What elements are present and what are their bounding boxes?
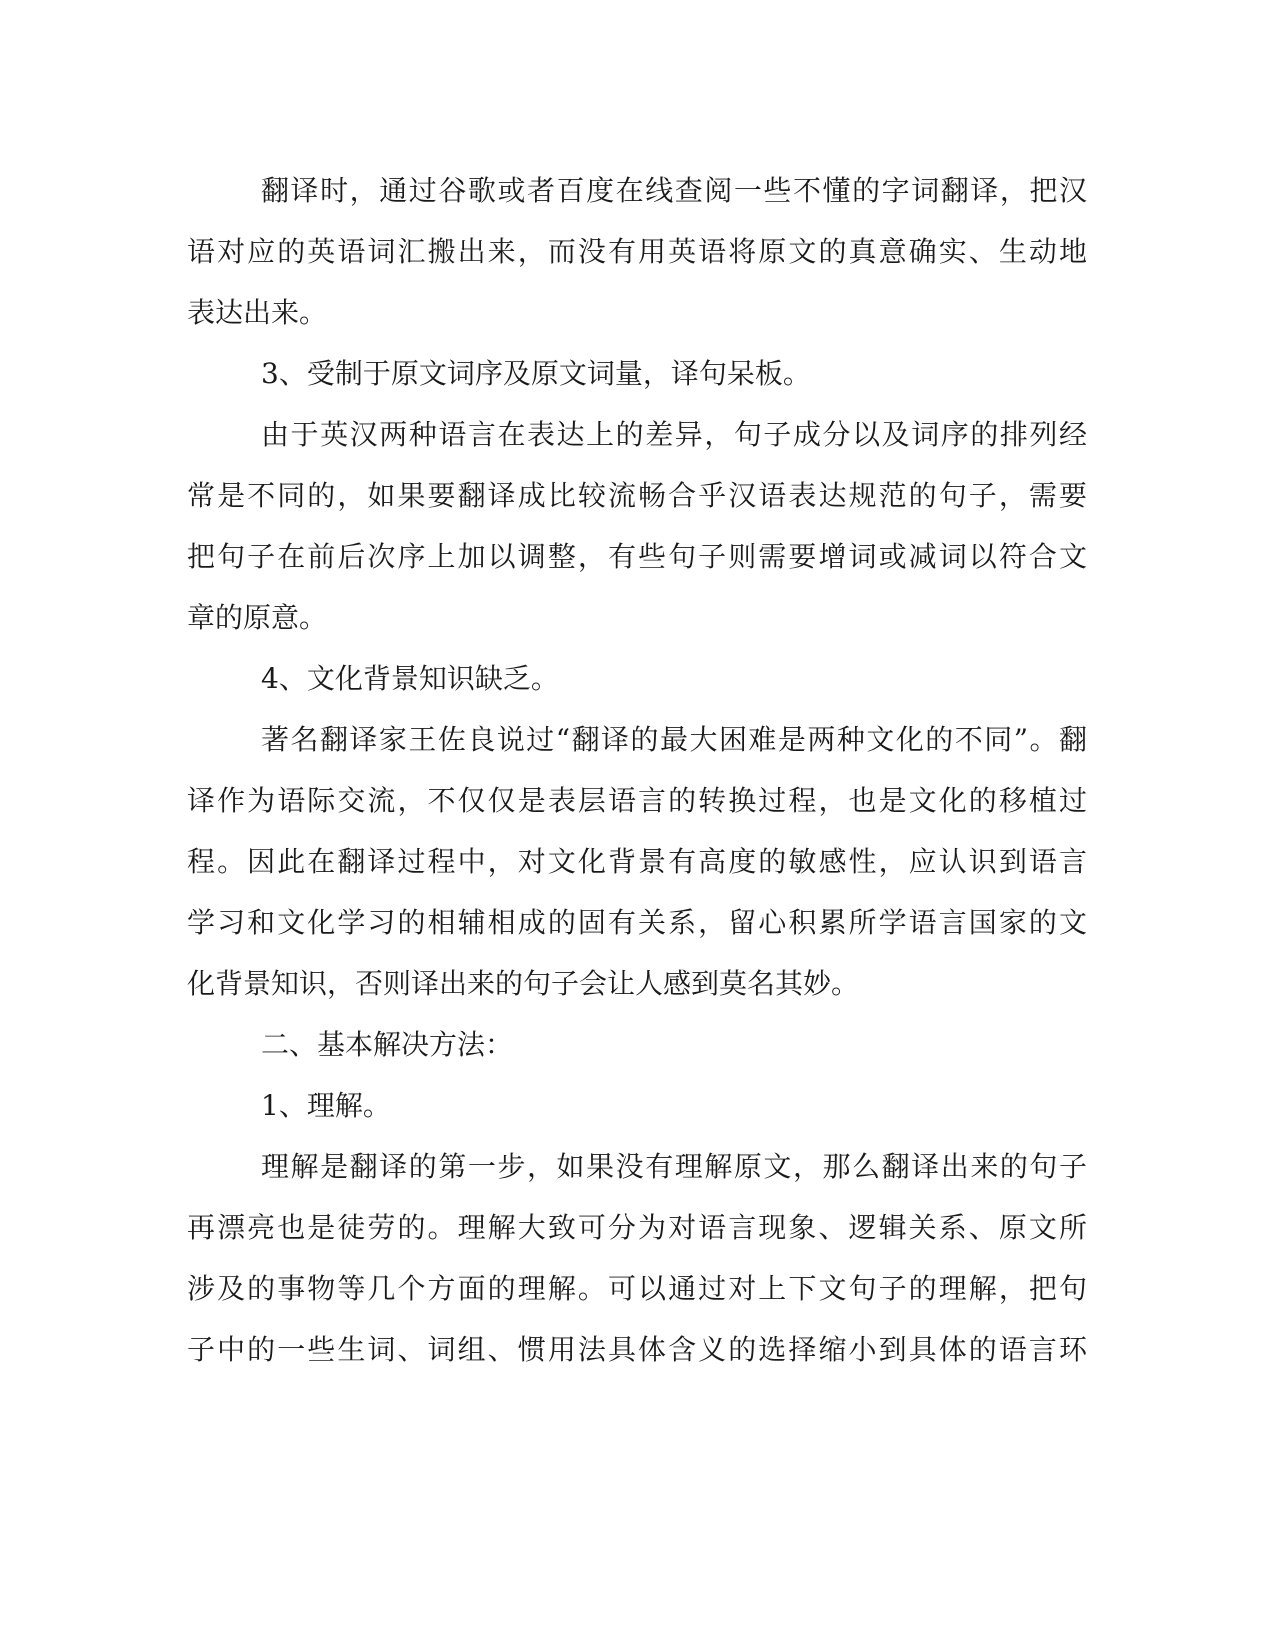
paragraph-line: 程。因此在翻译过程中，对文化背景有高度的敏感性，应认识到语言 [187, 845, 1087, 878]
paragraph-line: 子中的一些生词、词组、惯用法具体含义的选择缩小到具体的语言环 [187, 1333, 1087, 1366]
paragraph-line: 由于英汉两种语言在表达上的差异，句子成分以及词序的排列经 [261, 418, 1087, 451]
paragraph-line: 再漂亮也是徒劳的。理解大致可分为对语言现象、逻辑关系、原文所 [187, 1211, 1087, 1244]
paragraph-line: 译作为语际交流，不仅仅是表层语言的转换过程，也是文化的移植过 [187, 784, 1087, 817]
paragraph-line: 涉及的事物等几个方面的理解。可以通过对上下文句子的理解，把句 [187, 1272, 1087, 1305]
paragraph-line: 语对应的英语词汇搬出来，而没有用英语将原文的真意确实、生动地 [187, 235, 1087, 268]
section-heading: 3、受制于原文词序及原文词量，译句呆板。 [261, 357, 811, 390]
section-heading: 1、理解。 [261, 1089, 391, 1122]
paragraph-line: 章的原意。 [187, 601, 328, 634]
paragraph-line: 学习和文化学习的相辅相成的固有关系，留心积累所学语言国家的文 [187, 906, 1087, 939]
body-text [187, 160, 1087, 1380]
section-heading: 二、基本解决方法： [261, 1028, 514, 1061]
paragraph-line: 理解是翻译的第一步，如果没有理解原文，那么翻译出来的句子 [261, 1150, 1087, 1183]
paragraph-line: 常是不同的，如果要翻译成比较流畅合乎汉语表达规范的句子，需要 [187, 479, 1087, 512]
section-heading: 4、文化背景知识缺乏。 [261, 662, 559, 695]
paragraph-line: 把句子在前后次序上加以调整，有些句子则需要增词或减词以符合文 [187, 540, 1087, 573]
paragraph-line: 著名翻译家王佐良说过“翻译的最大困难是两种文化的不同”。翻 [261, 723, 1087, 756]
paragraph-line: 表达出来。 [187, 296, 328, 329]
paragraph-line: 化背景知识，否则译出来的句子会让人感到莫名其妙。 [187, 967, 860, 1000]
paragraph-line: 翻译时，通过谷歌或者百度在线查阅一些不懂的字词翻译，把汉 [261, 174, 1087, 207]
